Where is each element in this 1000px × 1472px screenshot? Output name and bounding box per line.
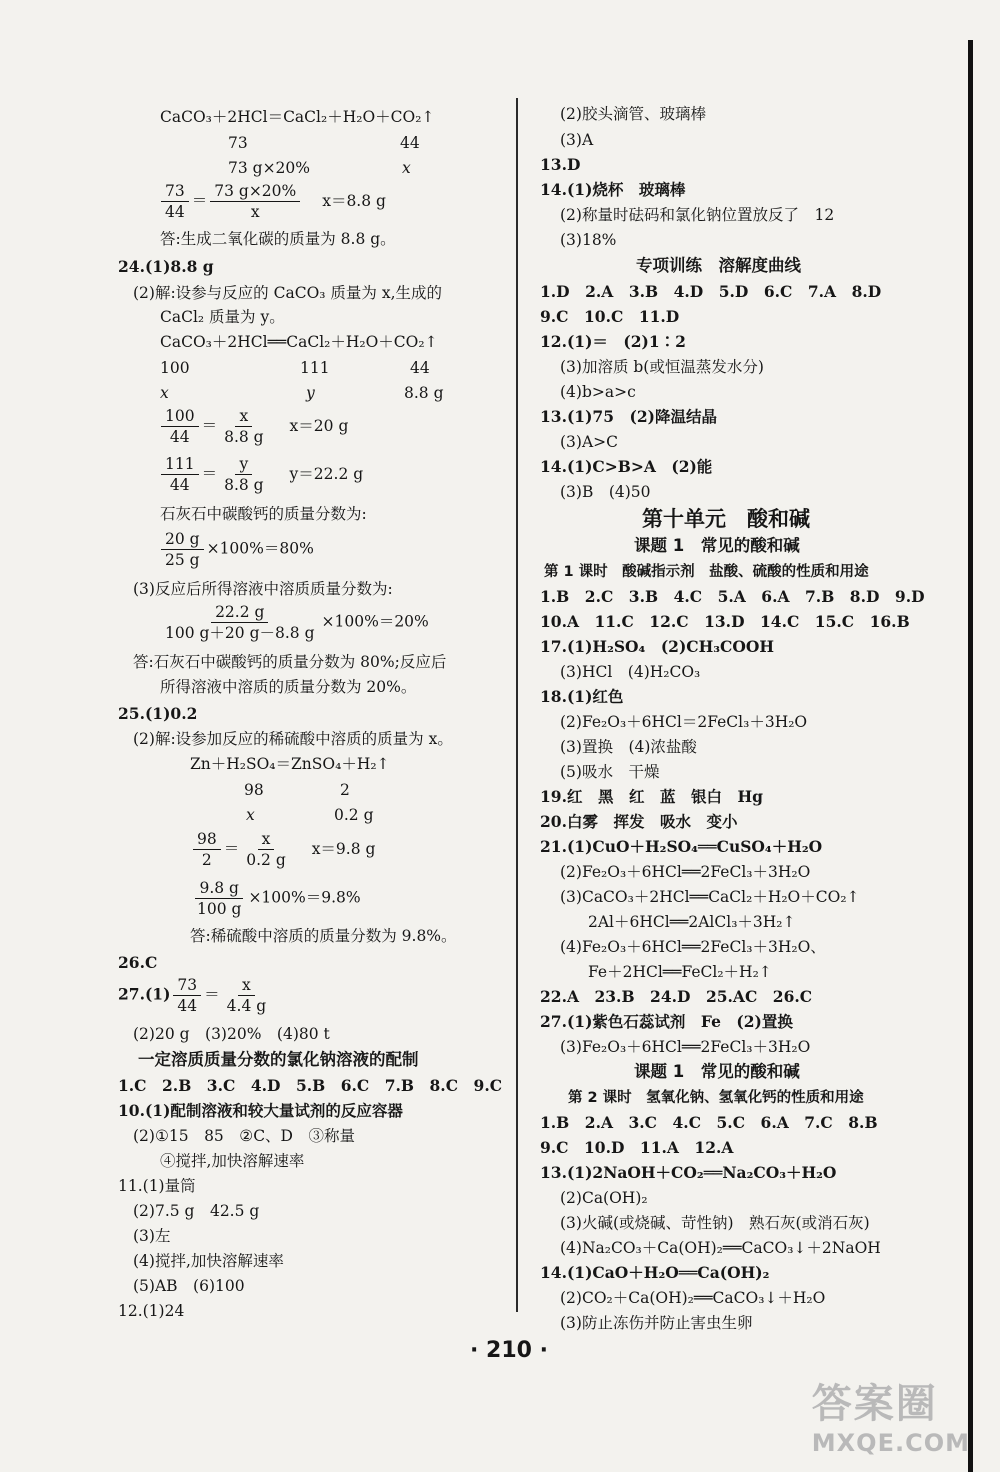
fraction-denominator: 44	[177, 997, 198, 1015]
equation: (3)Fe₂O₃＋6HCl══2FeCl₃＋3H₂O	[560, 1038, 811, 1056]
equation: (2)Fe₂O₃＋6HCl＝2FeCl₃＋3H₂O	[560, 713, 808, 731]
fraction-numerator: 73	[173, 975, 201, 996]
watermark-logo	[812, 1372, 970, 1457]
fraction-numerator: x	[258, 829, 275, 850]
answer-row: 1.D 2.A 3.B 4.D 5.D 6.C 7.A 8.D	[540, 282, 882, 301]
answer-row: 10.A 11.C 12.C 13.D 14.C 15.C 16.B	[540, 612, 910, 631]
column-divider	[516, 98, 518, 1312]
fraction-denominator: x	[250, 203, 260, 221]
mass-value: 44	[410, 359, 430, 377]
equation: (4)Na₂CO₃＋Ca(OH)₂══CaCO₃↓＋2NaOH	[560, 1239, 881, 1257]
text-line: (3)火碱(或烧碱、苛性钠) 熟石灰(或消石灰)	[560, 1214, 870, 1232]
text-line: (3)置换 (4)浓盐酸	[560, 738, 697, 756]
answer-row: 1.C 2.B 3.C 4.D 5.B 6.C 7.B 8.C 9.C	[118, 1076, 503, 1095]
question-27-1: 27.(1) $\frac{73}{44}$ ＝ $\frac{x}{4.4 g}$	[118, 975, 273, 1016]
fraction-denominator: 0.2 g	[246, 851, 286, 869]
lesson-title: 课题 1 常见的酸和碱	[634, 536, 800, 555]
fraction-equation	[158, 529, 314, 570]
lesson-subtitle: 第 1 课时 酸碱指示剂 盐酸、硫酸的性质和用途	[544, 564, 869, 580]
lesson-title: 课题 1 常见的酸和碱	[634, 1062, 800, 1081]
question-26: 26.C	[118, 953, 158, 972]
mass-value: 8.8 g	[404, 384, 444, 402]
text-line: 石灰石中碳酸钙的质量分数为:	[160, 505, 367, 523]
text-line: (3)左	[133, 1227, 171, 1245]
answer-row: 12.(1)＝ (2)1∶2	[540, 332, 686, 351]
fraction-denominator: 8.8 g	[224, 428, 264, 446]
section-title: 一定溶质质量分数的氯化钠溶液的配制	[138, 1050, 419, 1069]
fraction-equation	[158, 602, 429, 643]
question-11-1: 11.(1)量筒	[118, 1177, 196, 1195]
equation: 13.(1)2NaOH＋CO₂══Na₂CO₃＋H₂O	[540, 1163, 837, 1182]
fraction-equation: $\frac{73}{44}$ ＝ $\frac{73 g\times 20\%}{x}$ x＝8.8 g	[158, 181, 386, 222]
fraction-denominator: 100 g＋20 g－8.8 g	[165, 624, 315, 642]
answer-row: 22.A 23.B 24.D 25.AC 26.C	[540, 987, 813, 1006]
equation: Zn＋H₂SO₄＝ZnSO₄＋H₂↑	[190, 755, 390, 773]
fraction-denominator: 2	[201, 851, 212, 869]
question-25-1: 25.(1)0.2	[118, 704, 198, 723]
text-line	[118, 1101, 403, 1121]
mass-value: 111	[300, 359, 330, 377]
text-line: (3)反应后所得溶液中溶质质量分数为:	[133, 580, 393, 598]
section-title: 专项训练 溶解度曲线	[636, 256, 801, 275]
variable: y	[306, 384, 315, 402]
text-line: (4)b>a>c	[560, 383, 636, 401]
fraction-denominator: 44	[169, 428, 190, 446]
fraction-numerator: 20 g	[161, 529, 204, 550]
equation: (4)Fe₂O₃＋6HCl══2FeCl₃＋3H₂O、	[560, 938, 826, 956]
equation: 14.(1)CaO＋H₂O══Ca(OH)₂	[540, 1263, 770, 1282]
text-line: (3)HCl (4)H₂CO₃	[560, 663, 701, 681]
fraction-numerator: 73	[161, 181, 189, 202]
answer-row: 14.(1)C>B>A (2)能	[540, 457, 713, 476]
equation: CaCO₃＋2HCl══CaCl₂＋H₂O＋CO₂↑	[160, 333, 438, 351]
text-line: CaCl₂ 质量为 y。	[160, 308, 285, 326]
fraction-numerator: 98	[193, 829, 221, 850]
mass-value: 2	[340, 781, 350, 799]
text-line: (5)吸水 干燥	[560, 763, 660, 781]
answer-row: 9.C 10.D 11.A 12.A	[540, 1138, 734, 1157]
fraction-denominator: 44	[169, 476, 190, 494]
fraction-numerator: 22.2 g	[211, 602, 268, 623]
text-line: (2)胶头滴管、玻璃棒	[560, 105, 706, 123]
equation: (3)CaCO₃＋2HCl══CaCl₂＋H₂O＋CO₂↑	[560, 888, 860, 906]
fraction-numerator: x	[238, 975, 255, 996]
variable: x	[246, 806, 255, 824]
answer: 答:石灰石中碳酸钙的质量分数为 80%;反应后	[133, 653, 447, 671]
mass-value: 100	[160, 359, 190, 377]
question-10-1: 10.(1)配制溶液和较大量试剂的反应容器	[118, 1101, 403, 1120]
text-line: ④搅拌,加快溶解速率	[160, 1152, 305, 1170]
fraction-equation: $\frac{111}{44}$ ＝ $\frac{y}{8.8 g}$ y＝22.2 g	[158, 454, 363, 495]
fraction-equation: $\frac{100}{44}$ ＝ $\frac{x}{8.8 g}$ x＝20 g	[158, 406, 348, 447]
variable: x	[160, 384, 169, 402]
result: ×100%＝80%	[206, 539, 314, 558]
fraction-denominator: 25 g	[165, 551, 200, 569]
equation: 2Al＋6HCl══2AlCl₃＋3H₂↑	[588, 913, 796, 931]
answer-row: 19.红 黑 红 蓝 银白 Hg	[540, 787, 763, 806]
question-24-1: 24.(1)8.8 g	[118, 257, 214, 276]
fraction-equation: $\frac{98}{2}$ ＝ $\frac{x}{0.2 g}$ x＝9.8 g	[190, 829, 375, 870]
question-number: 27.(1)	[118, 984, 171, 1004]
answer-row: 1.B 2.A 3.C 4.C 5.C 6.A 7.C 8.B	[540, 1113, 878, 1132]
result: x＝9.8 g	[311, 839, 376, 858]
fraction-denominator: 8.8 g	[224, 476, 264, 494]
fraction-numerator: y	[235, 454, 252, 475]
text-line: (2)20 g (3)20% (4)80 t	[133, 1025, 330, 1043]
fraction-denominator: 100 g	[197, 900, 242, 918]
equation: CaCO₃＋2HCl＝CaCl₂＋H₂O＋CO₂↑	[160, 108, 435, 126]
answer-row: 9.C 10.C 11.D	[540, 307, 680, 326]
text-line: (5)AB (6)100	[133, 1277, 245, 1295]
equation: (2)CO₂＋Ca(OH)₂══CaCO₃↓＋H₂O	[560, 1289, 826, 1307]
text-line: (2)解:设参加反应的稀硫酸中溶质的质量为 x。	[133, 730, 453, 748]
lesson-subtitle: 第 2 课时 氢氧化钠、氢氧化钙的性质和用途	[568, 1090, 864, 1106]
text-line: (4)搅拌,加快溶解速率	[133, 1252, 284, 1270]
equation: 21.(1)CuO＋H₂SO₄══CuSO₄＋H₂O	[540, 837, 823, 856]
mass-value: 44	[400, 134, 420, 152]
fraction-denominator: 4.4 g	[226, 997, 267, 1015]
question-14-1: 14.(1)烧杯 玻璃棒	[540, 180, 686, 199]
text-line: (2)①15 85 ②C、D ③称量	[133, 1127, 355, 1145]
answer: 答:稀硫酸中溶质的质量分数为 9.8%。	[190, 927, 457, 945]
page-edge-shadow	[968, 40, 973, 1472]
result: ×100%＝9.8%	[248, 888, 361, 907]
watermark-url: MXQE.COM	[811, 1429, 970, 1457]
fraction-equation	[190, 878, 361, 919]
text-line: (2)Ca(OH)₂	[560, 1189, 648, 1207]
mass-value: 73 g×20%	[228, 159, 311, 177]
result: x＝8.8 g	[322, 191, 386, 210]
watermark-text: 答案圈	[811, 1381, 938, 1427]
answer-row: 1.B 2.C 3.B 4.C 5.A 6.A 7.B 8.D 9.D	[540, 587, 925, 606]
text-line: (3)A>C	[560, 433, 618, 451]
answer: 所得溶液中溶质的质量分数为 20%。	[160, 678, 417, 696]
answer-row: 17.(1)H₂SO₄ (2)CH₃COOH	[540, 637, 775, 656]
text-line: (3)B (4)50	[560, 483, 651, 501]
text-line: (3)加溶质 b(或恒温蒸发水分)	[560, 358, 764, 376]
question-13: 13.D	[540, 155, 581, 174]
result: x＝20 g	[289, 416, 349, 435]
text-line: (2)7.5 g 42.5 g	[133, 1202, 260, 1220]
text-line: (3)A	[560, 131, 594, 149]
result: y＝22.2 g	[289, 464, 364, 483]
fraction-numerator: 111	[161, 454, 199, 475]
fraction-numerator: 100	[161, 406, 199, 427]
mass-value: 73	[228, 134, 248, 152]
fraction-numerator: 9.8 g	[195, 878, 243, 899]
unit-title: 第十单元 酸和碱	[642, 507, 810, 531]
result: ×100%＝20%	[321, 612, 429, 631]
equation: Fe＋2HCl══FeCl₂＋H₂↑	[588, 963, 772, 981]
text-line: (3)18%	[560, 231, 617, 249]
answer-row: 20.白雾 挥发 吸水 变小	[540, 812, 738, 831]
fraction-denominator: 44	[165, 203, 185, 221]
question-12-1: 12.(1)24	[118, 1302, 185, 1320]
text-line: (2)解:设参与反应的 CaCO₃ 质量为 x,生成的	[133, 284, 443, 302]
fraction-numerator: 73 g×20%	[210, 181, 300, 202]
page-number: · 210 ·	[470, 1338, 548, 1363]
answer-row: 13.(1)75 (2)降温结晶	[540, 407, 717, 426]
mass-value: 0.2 g	[334, 806, 374, 824]
variable: x	[402, 159, 411, 177]
mass-value: 98	[244, 781, 264, 799]
answer-row: 18.(1)红色	[540, 687, 624, 706]
equation: (2)Fe₂O₃＋6HCl══2FeCl₃＋3H₂O	[560, 863, 811, 881]
text-line: (3)防止冻伤并防止害虫生卵	[560, 1314, 753, 1332]
text-line: (2)称量时砝码和氯化钠位置放反了 12	[560, 206, 835, 224]
answer: 答:生成二氧化碳的质量为 8.8 g。	[160, 230, 396, 248]
fraction-numerator: x	[235, 406, 252, 427]
answer-row: 27.(1)紫色石蕊试剂 Fe (2)置换	[540, 1012, 793, 1031]
